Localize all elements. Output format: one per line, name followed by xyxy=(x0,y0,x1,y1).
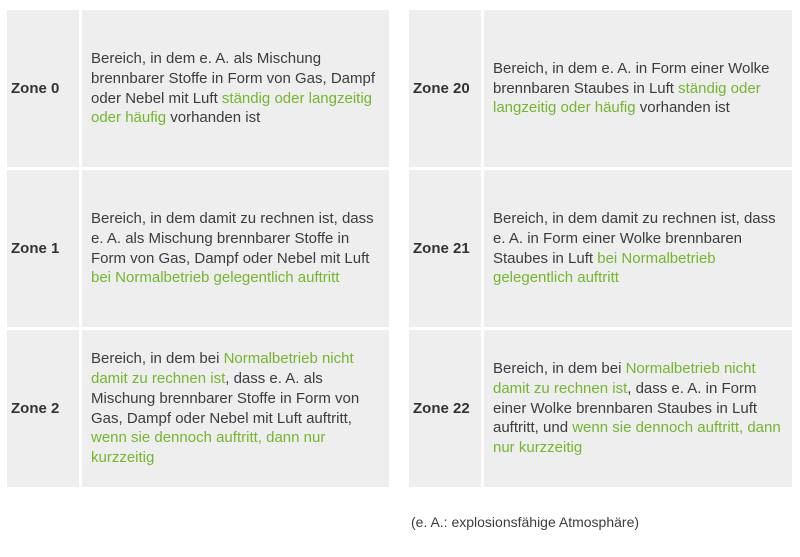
desc-text: vorhanden ist xyxy=(635,99,730,117)
zone-20-label: Zone 20 xyxy=(409,10,481,167)
footnote: (e. A.: explosionsfähige Atmosphäre) xyxy=(411,514,640,530)
desc-text: Bereich, in dem damit zu rechnen ist, dass e. A. in Form einer Wolke brennbaren Staubes in Luft xyxy=(493,209,776,267)
zone-2-label: Zone 2 xyxy=(7,330,79,487)
desc-highlight: wenn sie dennoch auftritt, dann nur kurzzeitig xyxy=(91,429,326,467)
zone-0-label: Zone 0 xyxy=(7,10,79,167)
desc-text: vorhanden ist xyxy=(166,109,261,127)
zone-2-description xyxy=(82,330,389,487)
zone-21-label: Zone 21 xyxy=(409,170,481,327)
desc-highlight: ständig oder langzeitig oder häufig xyxy=(493,79,761,117)
desc-highlight: bei Normalbetrieb gelegentlich auftritt xyxy=(91,269,340,287)
desc-highlight: bei Normalbetrieb gelegentlich auftritt xyxy=(493,249,716,287)
desc-text: Bereich, in dem e. A. in Form einer Wolke brennbaren Staubes in Luft xyxy=(493,59,770,97)
zone-0-description xyxy=(82,10,389,167)
desc-highlight: Normalbetrieb nicht damit zu rechnen ist xyxy=(91,350,354,387)
zone-1-label: Zone 1 xyxy=(7,170,79,327)
desc-text: Bereich, in dem e. A. als Mischung brennbarer Stoffe in Form von Gas, Dampf oder Nebel mit Luft xyxy=(91,49,376,107)
desc-highlight: Normalbetrieb nicht damit zu rechnen ist xyxy=(493,360,756,397)
desc-text: Bereich, in dem bei xyxy=(493,360,626,377)
gas-zones-table xyxy=(7,10,389,487)
zone-20-description xyxy=(484,10,792,167)
desc-highlight: wenn sie dennoch auftritt, dann nur kurzzeitig xyxy=(493,419,781,457)
desc-text: Bereich, in dem damit zu rechnen ist, dass e. A. als Mischung brennbarer Stoffe in Form von Gas, Dampf oder Nebel mit Luft xyxy=(91,209,374,267)
desc-text: , dass e. A. in Form einer Wolke brennbaren Staubes in Luft auftritt, und xyxy=(493,379,758,437)
desc-text: , dass e. A. als Mischung brennbarer Stoffe in Form von Gas, Dampf oder Nebel mit Luft auftritt, xyxy=(91,369,360,427)
desc-highlight: ständig oder langzeitig oder häufig xyxy=(91,89,373,127)
dust-zones-table xyxy=(409,10,792,487)
zone-22-description xyxy=(484,330,792,487)
zone-22-label: Zone 22 xyxy=(409,330,481,487)
zone-21-description xyxy=(484,170,792,327)
zone-1-description xyxy=(82,170,389,327)
desc-text: Bereich, in dem bei xyxy=(91,350,224,368)
